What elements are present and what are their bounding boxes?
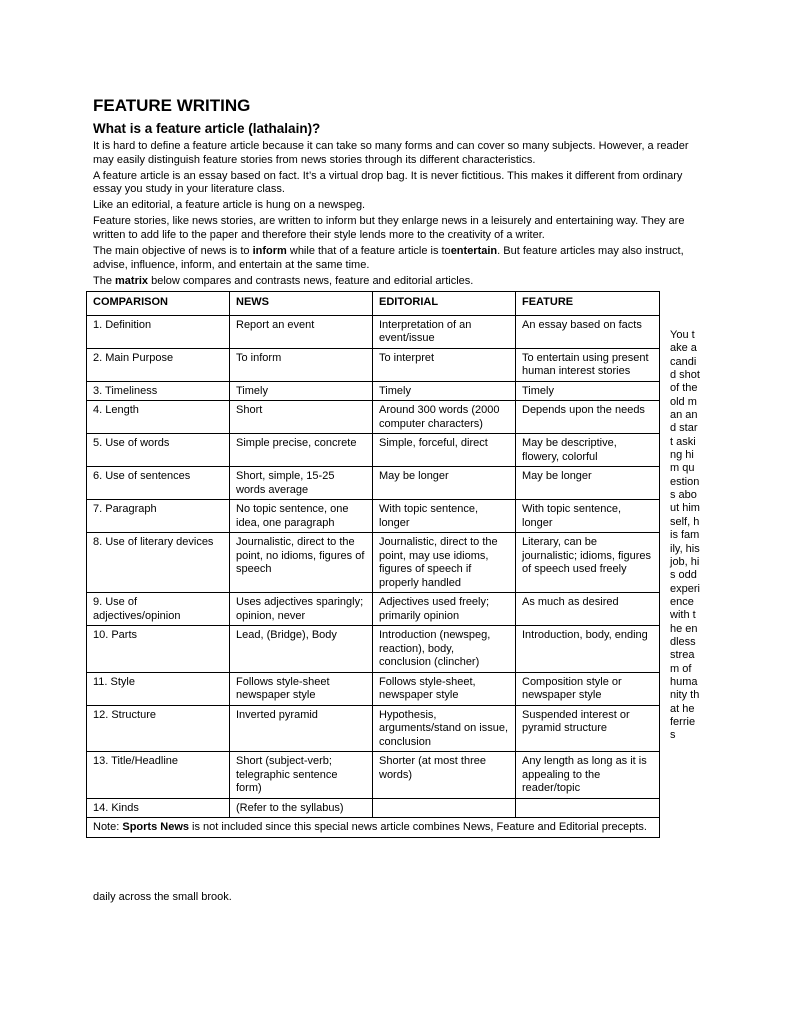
table-cell: Introduction (newspeg, reaction), body, conclusion (clincher) (373, 626, 516, 673)
table-cell: Short (subject-verb; telegraphic sentence form) (230, 752, 373, 799)
trailing-text: daily across the small brook. (93, 891, 232, 903)
paragraph-4: Feature stories, like news stories, are written to inform but they enlarge news in a leisurely and entertaining way. They are written to add life to the paper and therefore their style lends more to the creativity of a writer. (93, 215, 685, 242)
table-cell: 14. Kinds (87, 798, 230, 818)
table-cell: Suspended interest or pyramid structure (516, 705, 660, 752)
table-cell: To entertain using present human interest stories (516, 348, 660, 381)
table-cell: Around 300 words (2000 computer characters) (373, 401, 516, 434)
bold-inform: inform (252, 245, 287, 258)
header-news: NEWS (230, 292, 373, 316)
table-row (87, 593, 660, 626)
table-row (87, 315, 660, 348)
table-cell: 3. Timeliness (87, 381, 230, 401)
table-cell: Any length as long as it is appealing to the reader/topic (516, 752, 660, 799)
table-cell: Follows style-sheet newspaper style (230, 672, 373, 705)
table-header-row (87, 292, 660, 316)
table-row (87, 500, 660, 533)
table-cell: Uses adjectives sparingly; opinion, never (230, 593, 373, 626)
table-cell: No topic sentence, one idea, one paragraph (230, 500, 373, 533)
table-cell: 5. Use of words (87, 434, 230, 467)
table-row (87, 705, 660, 752)
paragraph-5: The main objective of news is to inform while that of a feature article is toentertain. But feature articles may also instruct, advise, influence, inform, and entertain at the same time. (93, 245, 684, 271)
table-row (87, 381, 660, 401)
table-row (87, 467, 660, 500)
table-cell: Literary, can be journalistic; idioms, figures of speech used freely (516, 533, 660, 593)
table-cell: 10. Parts (87, 626, 230, 673)
table-cell: Timely (373, 381, 516, 401)
table-cell: 13. Title/Headline (87, 752, 230, 799)
table-cell: With topic sentence, longer (516, 500, 660, 533)
table-cell: Short (230, 401, 373, 434)
overflow-side-text: You take a candid shot of the old man and start asking him questions about himself, his family, his job, his odd experience with the endless stream of humanity that he ferries (670, 329, 700, 742)
table-cell: Timely (230, 381, 373, 401)
table-cell: 2. Main Purpose (87, 348, 230, 381)
table-cell: Hypothesis, arguments/stand on issue, conclusion (373, 705, 516, 752)
table-row (87, 752, 660, 799)
bold-sports-news: Sports News (122, 821, 189, 833)
table-cell: May be longer (373, 467, 516, 500)
document-body (93, 96, 693, 291)
table-row (87, 672, 660, 705)
bold-entertain: entertain (450, 245, 498, 258)
paragraph-1: It is hard to define a feature article because it can take so many forms and can cover so many subjects. However, a reader may easily distinguish feature stories from news stories through its different characteristics. (93, 140, 689, 166)
table-cell: 11. Style (87, 672, 230, 705)
table-cell: Journalistic, direct to the point, no idioms, figures of speech (230, 533, 373, 593)
table-cell: With topic sentence, longer (373, 500, 516, 533)
table-cell: May be longer (516, 467, 660, 500)
table-cell: Journalistic, direct to the point, may use idioms, figures of speech if properly handled (373, 533, 516, 593)
table-cell: Interpretation of an event/issue (373, 315, 516, 348)
table-cell: 4. Length (87, 401, 230, 434)
comparison-matrix-table (86, 291, 660, 838)
table-cell: Depends upon the needs (516, 401, 660, 434)
paragraph-2: A feature article is an essay based on fact. It’s a virtual drop bag. It is never fictitious. This makes it different from ordinary essay you study in your literature class. (93, 169, 683, 196)
table-cell: Adjectives used freely; primarily opinion (373, 593, 516, 626)
header-feature: FEATURE (516, 292, 660, 316)
table-cell: As much as desired (516, 593, 660, 626)
table-cell: To inform (230, 348, 373, 381)
table-row (87, 434, 660, 467)
table-cell: 8. Use of literary devices (87, 533, 230, 593)
table-cell: (Refer to the syllabus) (230, 798, 373, 818)
table-cell: An essay based on facts (516, 315, 660, 348)
table-cell: Shorter (at most three words) (373, 752, 516, 799)
table-row (87, 626, 660, 673)
table-cell: 6. Use of sentences (87, 467, 230, 500)
table-cell: Simple, forceful, direct (373, 434, 516, 467)
table-cell: Lead, (Bridge), Body (230, 626, 373, 673)
table-cell: Timely (516, 381, 660, 401)
table-cell (516, 798, 660, 818)
table-row (87, 348, 660, 381)
page-title: FEATURE WRITING (93, 96, 251, 115)
table-cell: Introduction, body, ending (516, 626, 660, 673)
table-cell: Short, simple, 15-25 words average (230, 467, 373, 500)
table-cell: Report an event (230, 315, 373, 348)
header-comparison: COMPARISON (87, 292, 230, 316)
table-cell: 7. Paragraph (87, 500, 230, 533)
table-cell: To interpret (373, 348, 516, 381)
paragraph-6: The matrix below compares and contrasts news, feature and editorial articles. (93, 274, 474, 287)
table-cell: Inverted pyramid (230, 705, 373, 752)
table-note-row (87, 818, 660, 838)
table-cell: 12. Structure (87, 705, 230, 752)
table-row (87, 533, 660, 593)
table-cell: May be descriptive, flowery, colorful (516, 434, 660, 467)
table-cell: 9. Use of adjectives/opinion (87, 593, 230, 626)
table-cell: Follows style-sheet, newspaper style (373, 672, 516, 705)
bold-matrix: matrix (115, 274, 149, 287)
table-row (87, 798, 660, 818)
table-row (87, 401, 660, 434)
table-cell: Simple precise, concrete (230, 434, 373, 467)
header-editorial: EDITORIAL (373, 292, 516, 316)
table-note: Note: Sports News is not included since this special news article combines News, Feature and Editorial precepts. (87, 818, 660, 838)
section-heading: What is a feature article (lathalain)? (93, 121, 321, 136)
table-cell (373, 798, 516, 818)
table-cell: Composition style or newspaper style (516, 672, 660, 705)
table-cell: 1. Definition (87, 315, 230, 348)
paragraph-3: Like an editorial, a feature article is hung on a newspeg. (93, 199, 366, 212)
